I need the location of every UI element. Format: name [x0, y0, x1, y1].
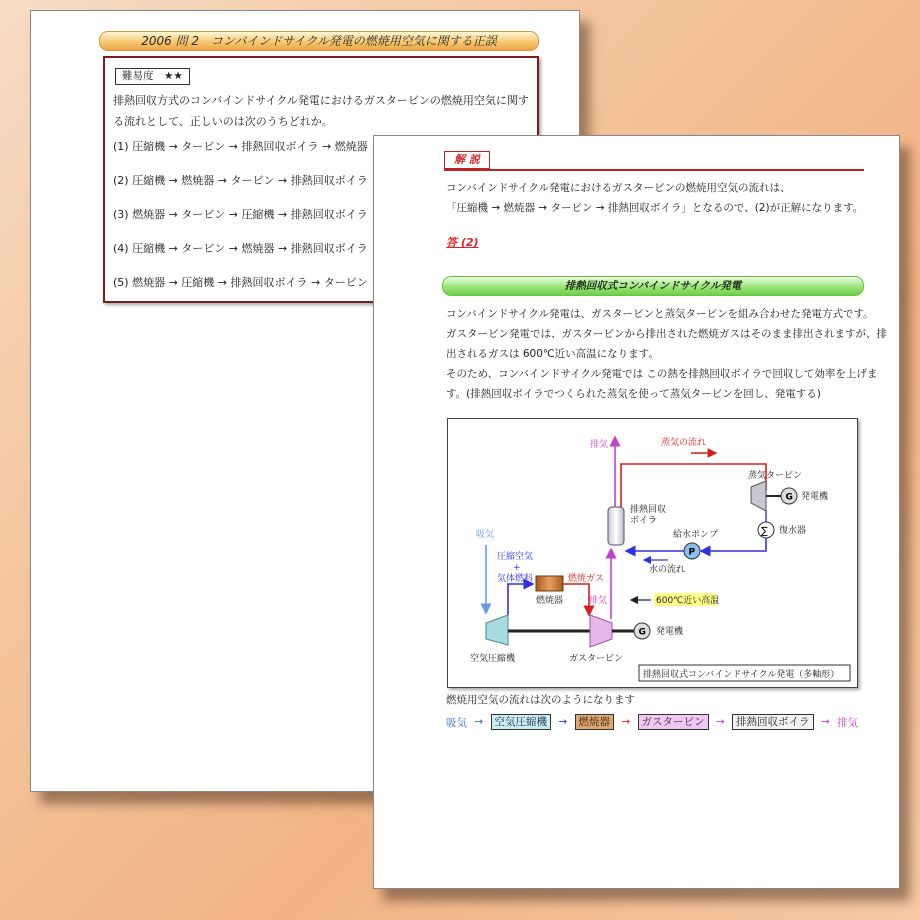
option-1: (1) 圧縮機 → タービン → 排熱回収ボイラ → 燃焼器	[113, 140, 368, 153]
high-temp-label: 600℃近い高温	[656, 596, 720, 606]
diagram-svg	[448, 419, 857, 687]
diagram-caption: 排熱回収式コンバインドサイクル発電（多軸形）	[643, 670, 840, 680]
exhaust-top-label: 排気	[590, 440, 609, 450]
flow-start: 吸気	[446, 716, 467, 729]
flow-arrow-4: →	[715, 716, 725, 728]
steam-flow-label: 蒸気の流れ	[661, 438, 707, 448]
flow-end: 排気	[837, 716, 858, 729]
condenser-label: 復水器	[779, 526, 807, 536]
feed-pump-label: 給水ポンプ	[673, 530, 719, 540]
hrsg-label-2: ボイラ	[630, 516, 658, 526]
explanation-page	[373, 135, 900, 889]
flow-arrow-5: →	[820, 716, 830, 728]
option-3: (3) 燃焼器 → タービン → 圧縮機 → 排熱回収ボイラ	[113, 208, 368, 221]
compressed-air-arrow	[508, 584, 533, 615]
combustor	[536, 576, 563, 591]
hrsg-unit	[608, 507, 624, 545]
steam-turbine-label: 蒸気タービン	[748, 471, 803, 481]
subsection-title: 排熱回収式コンバインドサイクル発電	[442, 276, 864, 296]
body-line-1: コンバインドサイクル発電は、ガスタービンと蒸気タービンを組み合わせた発電方式です。	[446, 308, 874, 320]
body-line-4: そのため、コンバインドサイクル発電では この熱を排熱回収ボイラで回収して効率を上げま	[446, 368, 878, 380]
gas-turbine-label: ガスタービン	[569, 654, 624, 664]
gt-generator-symbol: G	[638, 627, 646, 638]
exhaust-mid-label: 排気	[589, 596, 608, 606]
hrsg-label-1: 排熱回収	[630, 505, 667, 515]
air-compressor-label: 空気圧縮機	[470, 654, 516, 664]
intake-label: 吸気	[476, 530, 495, 540]
gas-turbine	[590, 615, 612, 647]
explanation-header	[444, 151, 864, 171]
condenser-symbol: ∑	[761, 526, 768, 537]
question-text-line-1: 排熱回収方式のコンバインドサイクル発電におけるガスタービンの燃焼用空気に関す	[113, 94, 529, 107]
combined-cycle-diagram	[447, 418, 858, 688]
flow-arrow-3: →	[621, 716, 631, 728]
steam-line	[621, 464, 766, 511]
combustor-label: 燃焼器	[536, 596, 564, 606]
flow-caption: 燃焼用空気の流れは次のようになります	[446, 694, 635, 706]
steam-turbine	[751, 481, 766, 511]
option-2: (2) 圧縮機 → 燃焼器 → タービン → 排熱回収ボイラ	[113, 174, 368, 187]
gt-generator-label: 発電機	[656, 627, 684, 637]
flow-box-combustor: 燃焼器	[575, 714, 615, 730]
answer-label: 答 (2)	[446, 236, 479, 249]
gas-fuel-label: 気体燃料	[497, 574, 534, 584]
option-5: (5) 燃焼器 → 圧縮機 → 排熱回収ボイラ → タービン	[113, 276, 368, 289]
question-title: 2006 問 2 コンバインドサイクル発電の燃焼用空気に関する正誤	[99, 31, 539, 51]
air-compressor	[486, 615, 508, 645]
body-line-3: 出されるガスは 600℃近い高温になります。	[446, 348, 659, 360]
steam-generator-label: 発電機	[801, 492, 829, 502]
combustion-gas-arrow	[563, 584, 589, 615]
steam-generator-symbol: G	[785, 492, 793, 503]
compressed-air-label: 圧縮空気	[497, 552, 534, 562]
flow-box-compressor: 空気圧縮機	[491, 714, 552, 730]
body-line-2: ガスタービン発電では、ガスタービンから排出された燃焼ガスはそのまま排出されますが、排	[446, 328, 887, 340]
flow-box-gas-turbine: ガスタービン	[638, 714, 709, 730]
question-text-line-2: る流れとして、正しいのは次のうちどれか。	[113, 115, 333, 128]
flow-box-hrsg: 排熱回収ボイラ	[732, 714, 814, 730]
flow-arrow-1: →	[474, 716, 484, 728]
plus-label: +	[513, 563, 521, 573]
explanation-label: 解 説	[444, 151, 490, 169]
flow-arrow-2: →	[558, 716, 568, 728]
water-flow-label: 水の流れ	[649, 565, 686, 575]
difficulty-badge: 難易度 ★★	[115, 68, 190, 85]
option-4: (4) 圧縮機 → タービン → 燃焼器 → 排熱回収ボイラ	[113, 242, 368, 255]
air-flow-row	[446, 714, 858, 730]
combustion-gas-label: 燃焼ガス	[568, 574, 605, 584]
intro-line-2: 「圧縮機 → 燃焼器 → タービン → 排熱回収ボイラ」となるので、(2)が正解になります。	[446, 202, 864, 214]
feed-pump-symbol: P	[688, 547, 696, 558]
intro-line-1: コンバインドサイクル発電におけるガスタービンの燃焼用空気の流れは、	[446, 182, 791, 194]
body-line-5: す。(排熱回収ボイラでつくられた蒸気を使って蒸気タービンを回し、発電する)	[446, 388, 821, 400]
